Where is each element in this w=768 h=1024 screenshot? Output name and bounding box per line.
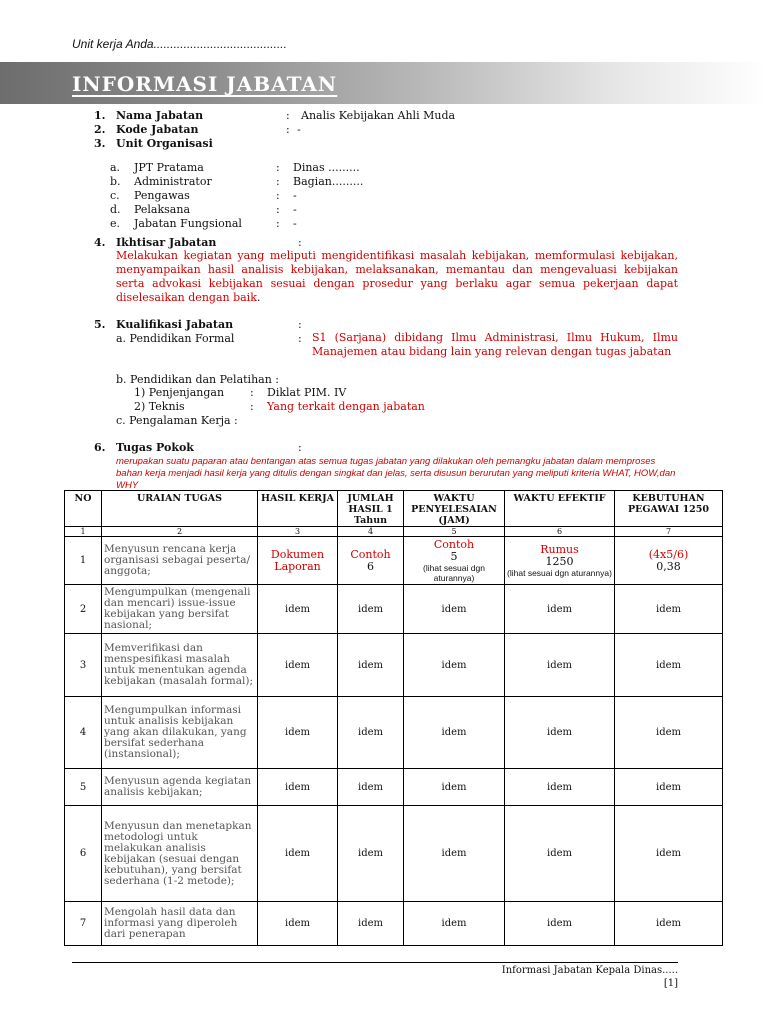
unit-org-value: Bagian......... xyxy=(293,175,364,188)
column-number: 4 xyxy=(338,527,404,537)
colon: : xyxy=(276,175,280,188)
hasil-kerja-cell: idem xyxy=(258,902,338,946)
waktu-efektif-cell: idem xyxy=(505,634,615,697)
jumlah-hasil-cell: idem xyxy=(338,697,404,769)
list-letter: d. xyxy=(110,203,121,216)
jumlah-hasil-cell: idem xyxy=(338,585,404,634)
waktu-penyelesaian-cell: idem xyxy=(404,806,505,902)
kebutuhan-pegawai-cell: idem xyxy=(615,697,723,769)
jumlah-hasil-cell: idem xyxy=(338,634,404,697)
row-number: 2 xyxy=(65,585,102,634)
row-number: 3 xyxy=(65,634,102,697)
unit-org-label: Administrator xyxy=(134,175,212,188)
waktu-value: 5 xyxy=(450,549,458,563)
column-number-row xyxy=(65,527,723,537)
waktu-efektif-cell: idem xyxy=(505,769,615,806)
kebutuhan-value: 0,38 xyxy=(656,559,681,573)
colon: : xyxy=(298,441,302,454)
jumlah-hasil-cell: idem xyxy=(338,902,404,946)
task-description: Mengumpulkan informasi untuk analisis kebijakan yang akan dilakukan, yang bersifat sederhana (instansional); xyxy=(102,697,258,769)
waktu-efektif-cell: idem xyxy=(505,902,615,946)
unit-kerja-header: Unit kerja Anda........................................ xyxy=(72,37,287,51)
waktu-penyelesaian-cell xyxy=(404,537,505,585)
hasil-kerja-line1: Dokumen xyxy=(270,547,325,561)
efektif-label: Rumus xyxy=(540,542,579,556)
unit-org-value: - xyxy=(293,217,297,230)
footer-divider xyxy=(72,962,678,963)
unit-organisasi-label: Unit Organisasi xyxy=(116,137,213,150)
task-description: Menyusun dan menetapkan metodologi untuk melakukan analisis kebijakan (sesuai dengan kebutuhan), yang bersifat sederhana (1-2 metode); xyxy=(102,806,258,902)
row-number: 5 xyxy=(65,769,102,806)
colon: : xyxy=(276,189,280,202)
hasil-kerja-cell: idem xyxy=(258,634,338,697)
item-number: 3. xyxy=(94,137,106,150)
col-header-efektif: WAKTU EFEKTIF xyxy=(505,491,615,527)
pendidikan-formal-value: S1 (Sarjana) dibidang Ilmu Administrasi, Ilmu Hukum, Ilmu Manajemen atau bidang lain yang relevan dengan tugas jabatan xyxy=(312,331,678,358)
page-number: [1] xyxy=(663,978,678,989)
pendidikan-formal-label: a. Pendidikan Formal xyxy=(116,332,235,345)
tugas-pokok-note: merupakan suatu paparan atau bentangan atas semua tugas jabatan yang dilakukan oleh pemangku jabatan dalam memproses bahan kerja menjadi hasil kerja yang ditulis dengan singkat dan jelas, serta disusun berurutan yang meliputi kriteria WHAT, HOW,dan WHY xyxy=(116,456,676,491)
waktu-label: Contoh xyxy=(433,537,475,551)
item-number: 6. xyxy=(94,441,106,454)
item-number: 1. xyxy=(94,109,106,122)
colon: : xyxy=(276,217,280,230)
kebutuhan-pegawai-cell: idem xyxy=(615,806,723,902)
hasil-kerja-cell: idem xyxy=(258,697,338,769)
table-row xyxy=(65,806,723,902)
column-number: 1 xyxy=(65,527,102,537)
jumlah-label: Contoh xyxy=(350,547,391,561)
col-header-hasil: HASIL KERJA xyxy=(258,491,338,527)
col-header-uraian: URAIAN TUGAS xyxy=(102,491,258,527)
nama-jabatan-value: Analis Kebijakan Ahli Muda xyxy=(301,109,456,122)
row-number: 1 xyxy=(65,537,102,585)
colon: : xyxy=(298,332,302,345)
kebutuhan-pegawai-cell: idem xyxy=(615,902,723,946)
unit-org-label: Jabatan Fungsional xyxy=(134,217,242,230)
jumlah-value: 6 xyxy=(367,559,374,573)
table-header-row xyxy=(65,491,723,527)
column-number: 2 xyxy=(102,527,258,537)
colon: : xyxy=(250,386,254,399)
hasil-kerja-cell: idem xyxy=(258,769,338,806)
kode-jabatan-label: Kode Jabatan xyxy=(116,123,199,136)
unit-org-value: - xyxy=(293,203,297,216)
kebutuhan-pegawai-cell xyxy=(615,537,723,585)
waktu-penyelesaian-cell: idem xyxy=(404,697,505,769)
page-title: INFORMASI JABATAN xyxy=(72,72,338,96)
list-letter: b. xyxy=(110,175,121,188)
table-row xyxy=(65,769,723,806)
kualifikasi-label: Kualifikasi Jabatan xyxy=(116,318,234,331)
table-row xyxy=(65,585,723,634)
row-number: 4 xyxy=(65,697,102,769)
hasil-kerja-cell xyxy=(258,537,338,585)
waktu-efektif-cell: idem xyxy=(505,697,615,769)
colon: : xyxy=(286,123,290,136)
waktu-penyelesaian-cell: idem xyxy=(404,902,505,946)
teknis-value: Yang terkait dengan jabatan xyxy=(267,400,425,413)
unit-org-label: Pengawas xyxy=(134,189,190,202)
waktu-note: (lihat sesuai dgn aturannya) xyxy=(423,562,485,583)
waktu-efektif-cell: idem xyxy=(505,806,615,902)
ikhtisar-text: Melakukan kegiatan yang meliputi mengidentifikasi masalah kebijakan, memformulasi kebijakan, menyampaikan hasil analisis kebijakan, melaksanakan, memantau dan mengevaluasi kebijakan serta advokasi kebijakan sesuai dengan prosedur yang berlaku agar semua pekerjaan dapat diselesaikan dengan baik. xyxy=(116,249,678,304)
penjenjangan-label: 1) Penjenjangan xyxy=(134,386,225,399)
task-description: Mengumpulkan (mengenali dan mencari) issue-issue kebijakan yang bersifat nasional; xyxy=(102,585,258,634)
list-letter: a. xyxy=(110,161,121,174)
efektif-note: (lihat sesuai dgn aturannya) xyxy=(507,567,612,578)
hasil-kerja-cell: idem xyxy=(258,806,338,902)
hasil-kerja-line2: Laporan xyxy=(274,559,321,573)
column-number: 7 xyxy=(615,527,723,537)
kebutuhan-pegawai-cell: idem xyxy=(615,634,723,697)
col-header-no: NO xyxy=(65,491,102,527)
unit-org-label: Pelaksana xyxy=(134,203,191,216)
jumlah-hasil-cell xyxy=(338,537,404,585)
kebutuhan-pegawai-cell: idem xyxy=(615,769,723,806)
row-number: 6 xyxy=(65,806,102,902)
table-row xyxy=(65,634,723,697)
jumlah-hasil-cell: idem xyxy=(338,806,404,902)
table-row xyxy=(65,537,723,585)
waktu-efektif-cell: idem xyxy=(505,585,615,634)
item-number: 4. xyxy=(94,236,106,249)
tugas-pokok-label: Tugas Pokok xyxy=(116,441,194,454)
colon: : xyxy=(298,318,302,331)
pendidikan-pelatihan-label: b. Pendidikan dan Pelatihan : xyxy=(116,373,280,386)
tugas-table xyxy=(64,490,723,946)
colon: : xyxy=(276,203,280,216)
col-header-jumlah: JUMLAH HASIL 1 Tahun xyxy=(338,491,404,527)
unit-org-value: Dinas ......... xyxy=(293,161,360,174)
unit-org-value: - xyxy=(293,189,297,202)
task-description: Menyusun agenda kegiatan analisis kebijakan; xyxy=(102,769,258,806)
column-number: 6 xyxy=(505,527,615,537)
row-number: 7 xyxy=(65,902,102,946)
table-row xyxy=(65,697,723,769)
waktu-penyelesaian-cell: idem xyxy=(404,585,505,634)
colon: : xyxy=(286,109,290,122)
item-number: 2. xyxy=(94,123,106,136)
kebutuhan-formula: (4x5/6) xyxy=(648,547,689,561)
penjenjangan-value: Diklat PIM. IV xyxy=(267,386,347,399)
kode-jabatan-value: - xyxy=(297,123,301,136)
nama-jabatan-label: Nama Jabatan xyxy=(116,109,204,122)
waktu-penyelesaian-cell: idem xyxy=(404,634,505,697)
list-letter: c. xyxy=(110,189,120,202)
col-header-waktu: WAKTU PENYELESAIAN (JAM) xyxy=(404,491,505,527)
unit-org-label: JPT Pratama xyxy=(134,161,204,174)
task-description: Menyusun rencana kerja organisasi sebagai peserta/ anggota; xyxy=(102,537,258,585)
col-header-kebutuhan: KEBUTUHAN PEGAWAI 1250 xyxy=(615,491,723,527)
waktu-efektif-cell xyxy=(505,537,615,585)
colon: : xyxy=(276,161,280,174)
kebutuhan-pegawai-cell: idem xyxy=(615,585,723,634)
column-number: 5 xyxy=(404,527,505,537)
task-description: Memverifikasi dan menspesifikasi masalah untuk menentukan agenda kebijakan (masalah formal); xyxy=(102,634,258,697)
efektif-value: 1250 xyxy=(545,554,574,568)
item-number: 5. xyxy=(94,318,106,331)
table-row xyxy=(65,902,723,946)
waktu-penyelesaian-cell: idem xyxy=(404,769,505,806)
list-letter: e. xyxy=(110,217,121,230)
colon: : xyxy=(298,236,302,249)
pengalaman-kerja-label: c. Pengalaman Kerja : xyxy=(116,414,238,427)
ikhtisar-label: Ikhtisar Jabatan xyxy=(116,236,217,249)
task-description: Mengolah hasil data dan informasi yang diperoleh dari penerapan xyxy=(102,902,258,946)
jumlah-hasil-cell: idem xyxy=(338,769,404,806)
column-number: 3 xyxy=(258,527,338,537)
teknis-label: 2) Teknis xyxy=(134,400,185,413)
hasil-kerja-cell: idem xyxy=(258,585,338,634)
colon: : xyxy=(250,400,254,413)
footer-text: Informasi Jabatan Kepala Dinas..... xyxy=(501,965,678,976)
